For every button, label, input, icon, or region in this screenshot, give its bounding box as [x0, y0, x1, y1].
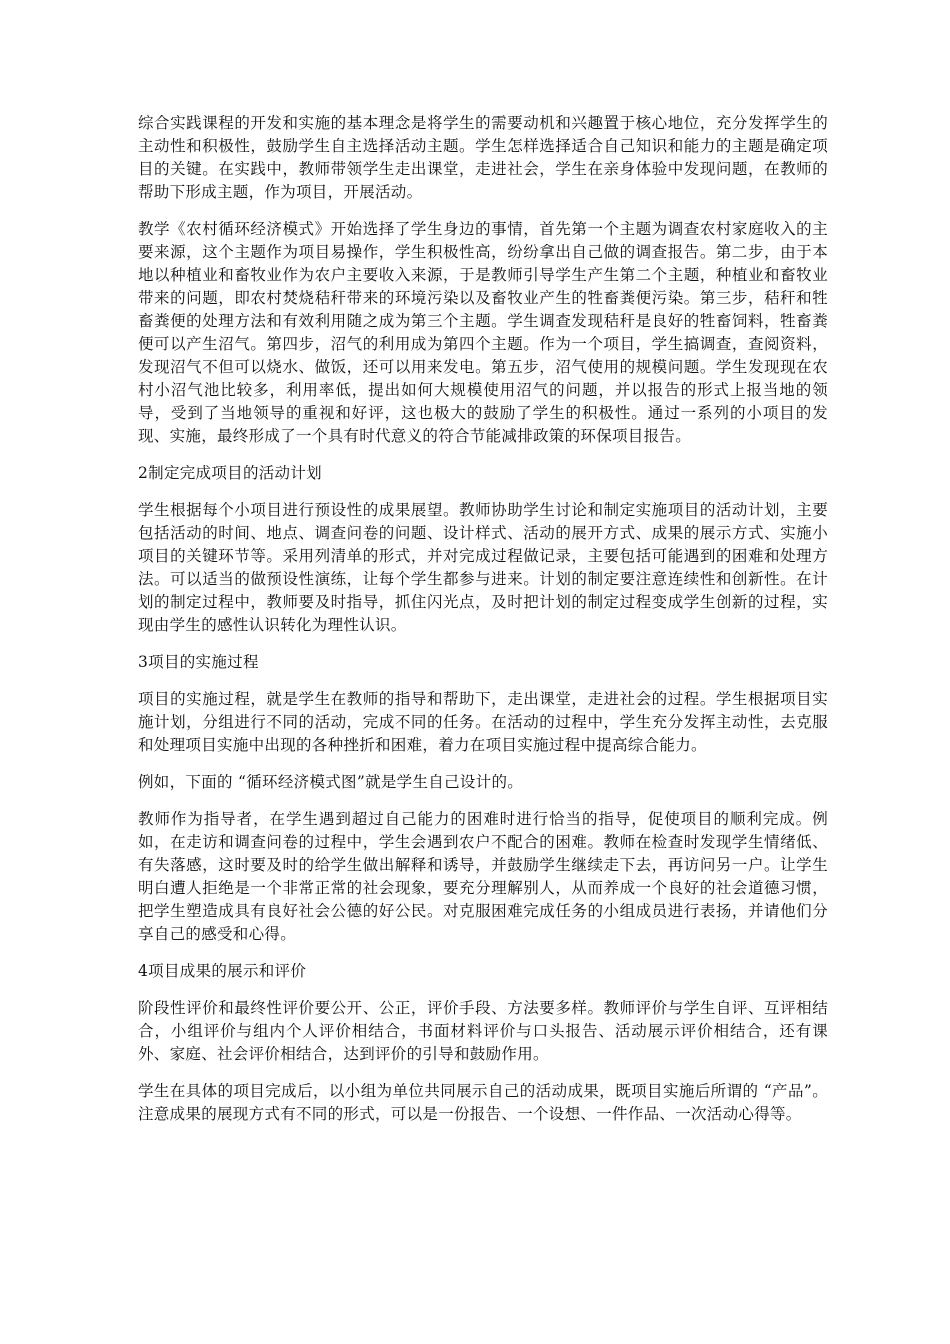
paragraph-diagram-reference: 例如，下面的 “循环经济模式图”就是学生自己设计的。	[138, 773, 524, 791]
paragraph-intro: 综合实践课程的开发和实施的基本理念是将学生的需要动机和兴趣置于核心地位，充分发挥学生的主动性和积极性，鼓励学生自主选择活动主题。学生怎样选择适合自己知识和能力的主题是确定项目的关键。在实践中，教师带领学生走出课堂，走进社会，学生在亲身体验中发现问题，在教师的帮助下形成主题，作为项目，开展活动。	[138, 114, 828, 201]
paragraph-plan: 学生根据每个小项目进行预设性的成果展望。教师协助学生讨论和制定实施项目的活动计划，主要包括活动的时间、地点、调查问卷的问题、设计样式、活动的展开方式、成果的展示方式、实施小项目的关键环节等。采用列清单的形式，并对完成过程做记录，主要包括可能遇到的困难和处理方法。可以适当的做预设性演练，让每个学生都参与进来。计划的制定要注意连续性和创新性。在计划的制定过程中，教师要及时指导，抓住闪光点，及时把计划的制定过程变成学生创新的过程，实现由学生的感性认识转化为理性认识。	[138, 501, 828, 634]
paragraph-teacher-guidance: 教师作为指导者，在学生遇到超过自己能力的困难时进行恰当的指导，促使项目的顺利完成。例如，在走访和调查问卷的过程中，学生会遇到农户不配合的困难。教师在检查时发现学生情绪低、有失落感，这时要及时的给学生做出解释和诱导，并鼓励学生继续走下去，再访问另一户。让学生明白遭人拒绝是一个非常正常的社会现象，要充分理解别人，从而养成一个良好的社会道德习惯，把学生塑造成具有良好社会公德的好公民。对克服困难完成任务的小组成员进行表扬，并请他们分享自己的感受和心得。	[138, 810, 828, 943]
paragraph-example-steps: 教学《农村循环经济模式》开始选择了学生身边的事情，首先第一个主题为调查农村家庭收入的主要来源，这个主题作为项目易操作，学生积极性高，纷纷拿出自己做的调查报告。第二步，由于本地以种植业和畜牧业作为农户主要收入来源，于是教师引导学生产生第二个主题，种植业和畜牧业带来的问题，即农村焚烧秸秆带来的环境污染以及畜牧业产生的牲畜粪便污染。第三步，秸秆和牲畜粪便的处理方法和有效利用随之成为第三个主题。学生调查发现秸秆是良好的牲畜饲料，牲畜粪便可以产生沼气。第四步，沼气的利用成为第四个主题。作为一个项目，学生搞调查，查阅资料，发现沼气不但可以烧水、做饭，还可以用来发电。第五步，沼气使用的规模问题。学生发现现在农村小沼气池比较多，利用率低，提出如何大规模使用沼气的问题，并以报告的形式上报当地的领导，受到了当地领导的重视和好评，这也极大的鼓励了学生的积极性。通过一系列的小项目的发现、实施，最终形成了一个具有时代意义的符合节能减排政策的环保项目报告。	[138, 220, 828, 445]
paragraph-results-display: 学生在具体的项目完成后，以小组为单位共同展示自己的活动成果，既项目实施后所谓的 “产品”。注意成果的展现方式有不同的形式，可以是一份报告、一个设想、一件作品、一次活动心得等。	[138, 1082, 828, 1123]
paragraph-evaluation: 阶段性评价和最终性评价要公开、公正，评价手段、方法要多样。教师评价与学生自评、互评相结合，小组评价与组内个人评价相结合，书面材料评价与口头报告、活动展示评价相结合，还有课外、家庭、社会评价相结合，达到评价的引导和鼓励作用。	[138, 999, 828, 1063]
document-body	[138, 112, 828, 1140]
section-heading-evaluation: 4项目成果的展示和评价	[138, 962, 307, 980]
paragraph-implementation: 项目的实施过程，就是学生在教师的指导和帮助下，走出课堂，走进社会的过程。学生根据项目实施计划，分组进行不同的活动，完成不同的任务。在活动的过程中，学生充分发挥主动性，去克服和处理项目实施中出现的各种挫折和困难，着力在项目实施过程中提高综合能力。	[138, 690, 828, 754]
section-heading-implementation: 3项目的实施过程	[138, 653, 259, 671]
section-heading-plan: 2制定完成项目的活动计划	[138, 464, 322, 482]
